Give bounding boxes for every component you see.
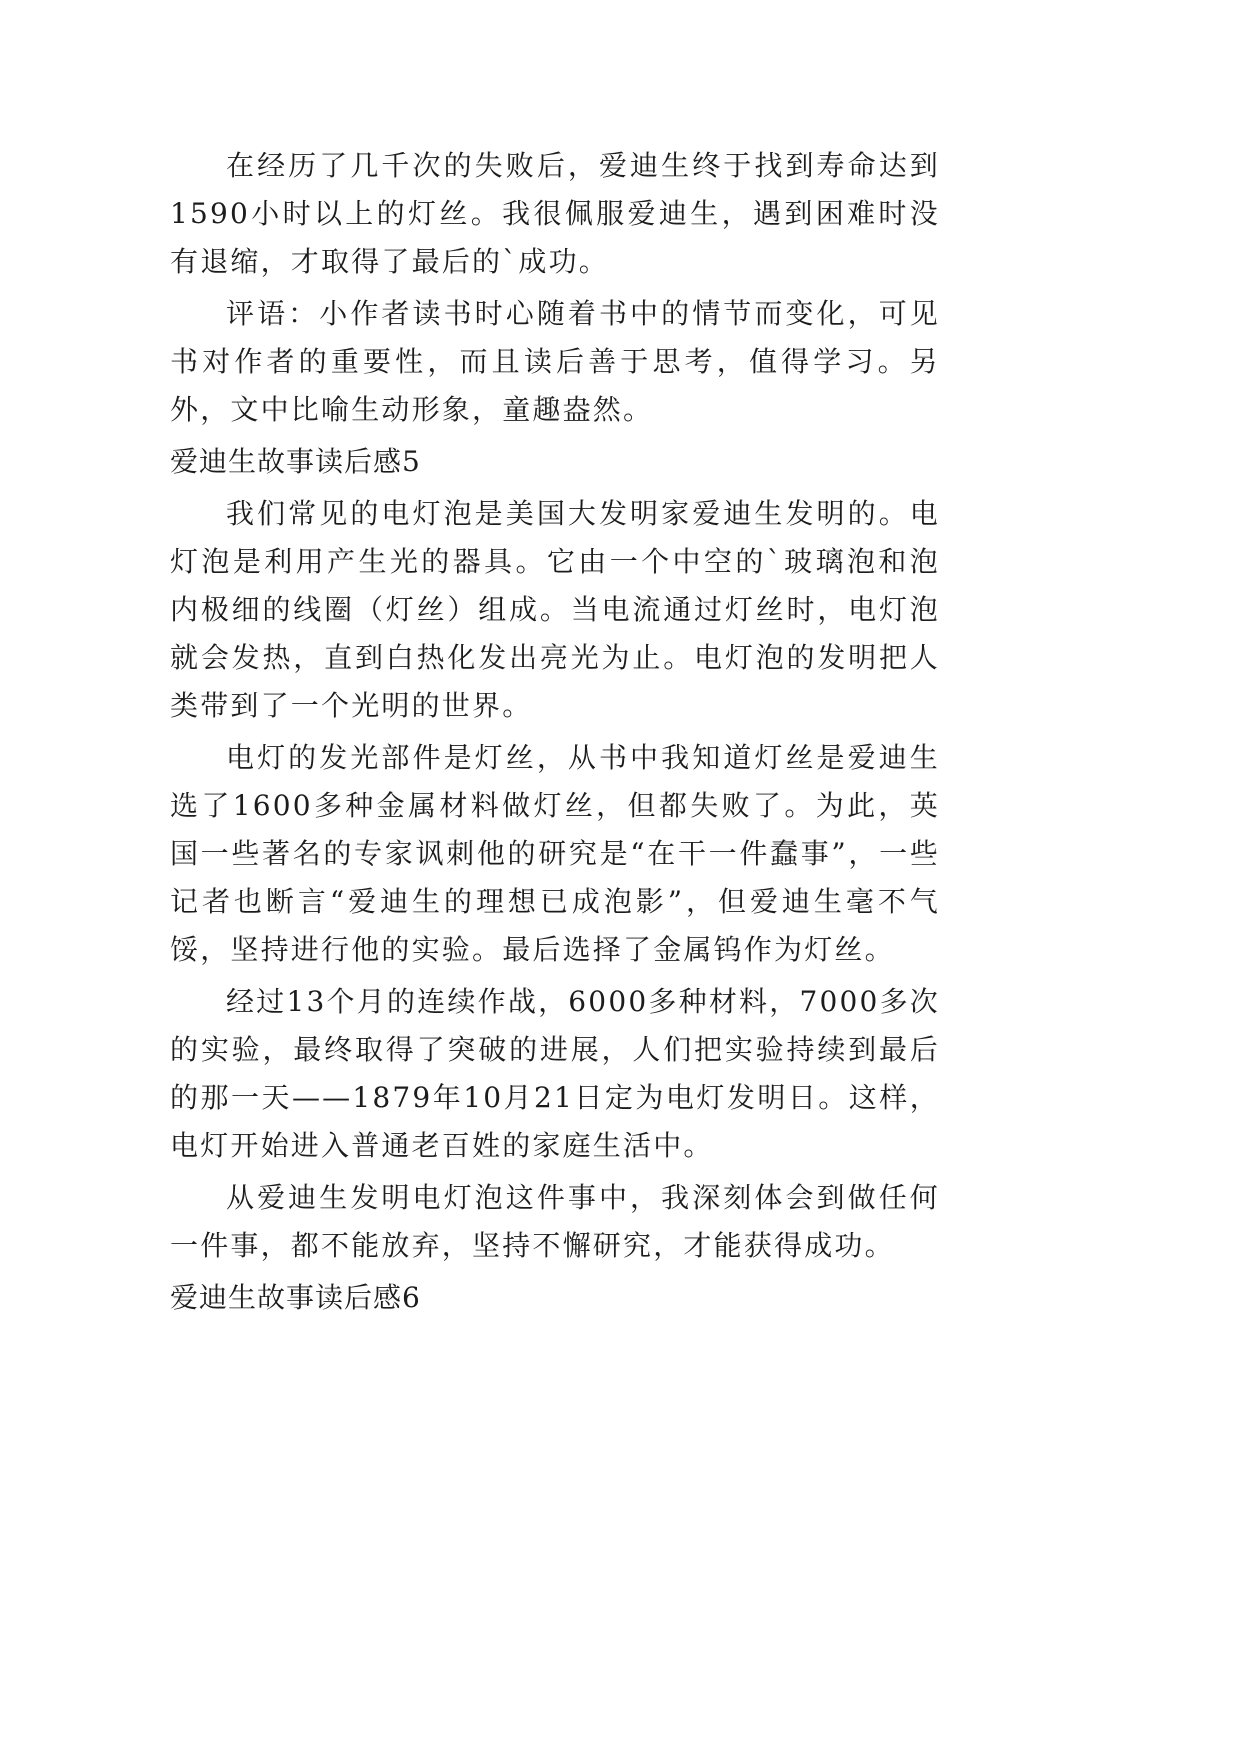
paragraph-filament-experiments: 电灯的发光部件是灯丝，从书中我知道灯丝是爱迪生选了1600多种金属材料做灯丝，但都失败了。为此，英国一些著名的专家讽刺他的研究是“在干一件蠢事”，一些记者也断言“爱迪生的理想已成泡影”，但爱迪生毫不气馁，坚持进行他的实验。最后选择了金属钨作为灯丝。 [170,741,940,966]
paragraph-invention-day: 经过13个月的连续作战，6000多种材料，7000多次的实验，最终取得了突破的进展，人们把实验持续到最后的那一天——1879年10月21日定为电灯发明日。这样，电灯开始进入普通老百姓的家庭生活中。 [170,985,940,1162]
paragraph-edison-filament: 在经历了几千次的失败后，爱迪生终于找到寿命达到1590小时以上的灯丝。我很佩服爱迪生，遇到困难时没有退缩，才取得了最后的`成功。 [170,149,940,278]
paragraph-conclusion: 从爱迪生发明电灯泡这件事中，我深刻体会到做任何一件事，都不能放弃，坚持不懈研究，才能获得成功。 [170,1181,940,1262]
paragraph-light-bulb-intro: 我们常见的电灯泡是美国大发明家爱迪生发明的。电灯泡是利用产生光的器具。它由一个中空的`玻璃泡和泡内极细的线圈（灯丝）组成。当电流通过灯丝时，电灯泡就会发热，直到白热化发出亮光为止。电灯泡的发明把人类带到了一个光明的世界。 [170,497,940,722]
paragraph-teacher-comment: 评语：小作者读书时心随着书中的情节而变化，可见书对作者的重要性，而且读后善于思考，值得学习。另外，文中比喻生动形象，童趣盎然。 [170,297,940,426]
document-body [170,142,940,1326]
section-heading-5: 爱迪生故事读后感5 [170,445,421,478]
section-heading-6: 爱迪生故事读后感6 [170,1281,421,1314]
